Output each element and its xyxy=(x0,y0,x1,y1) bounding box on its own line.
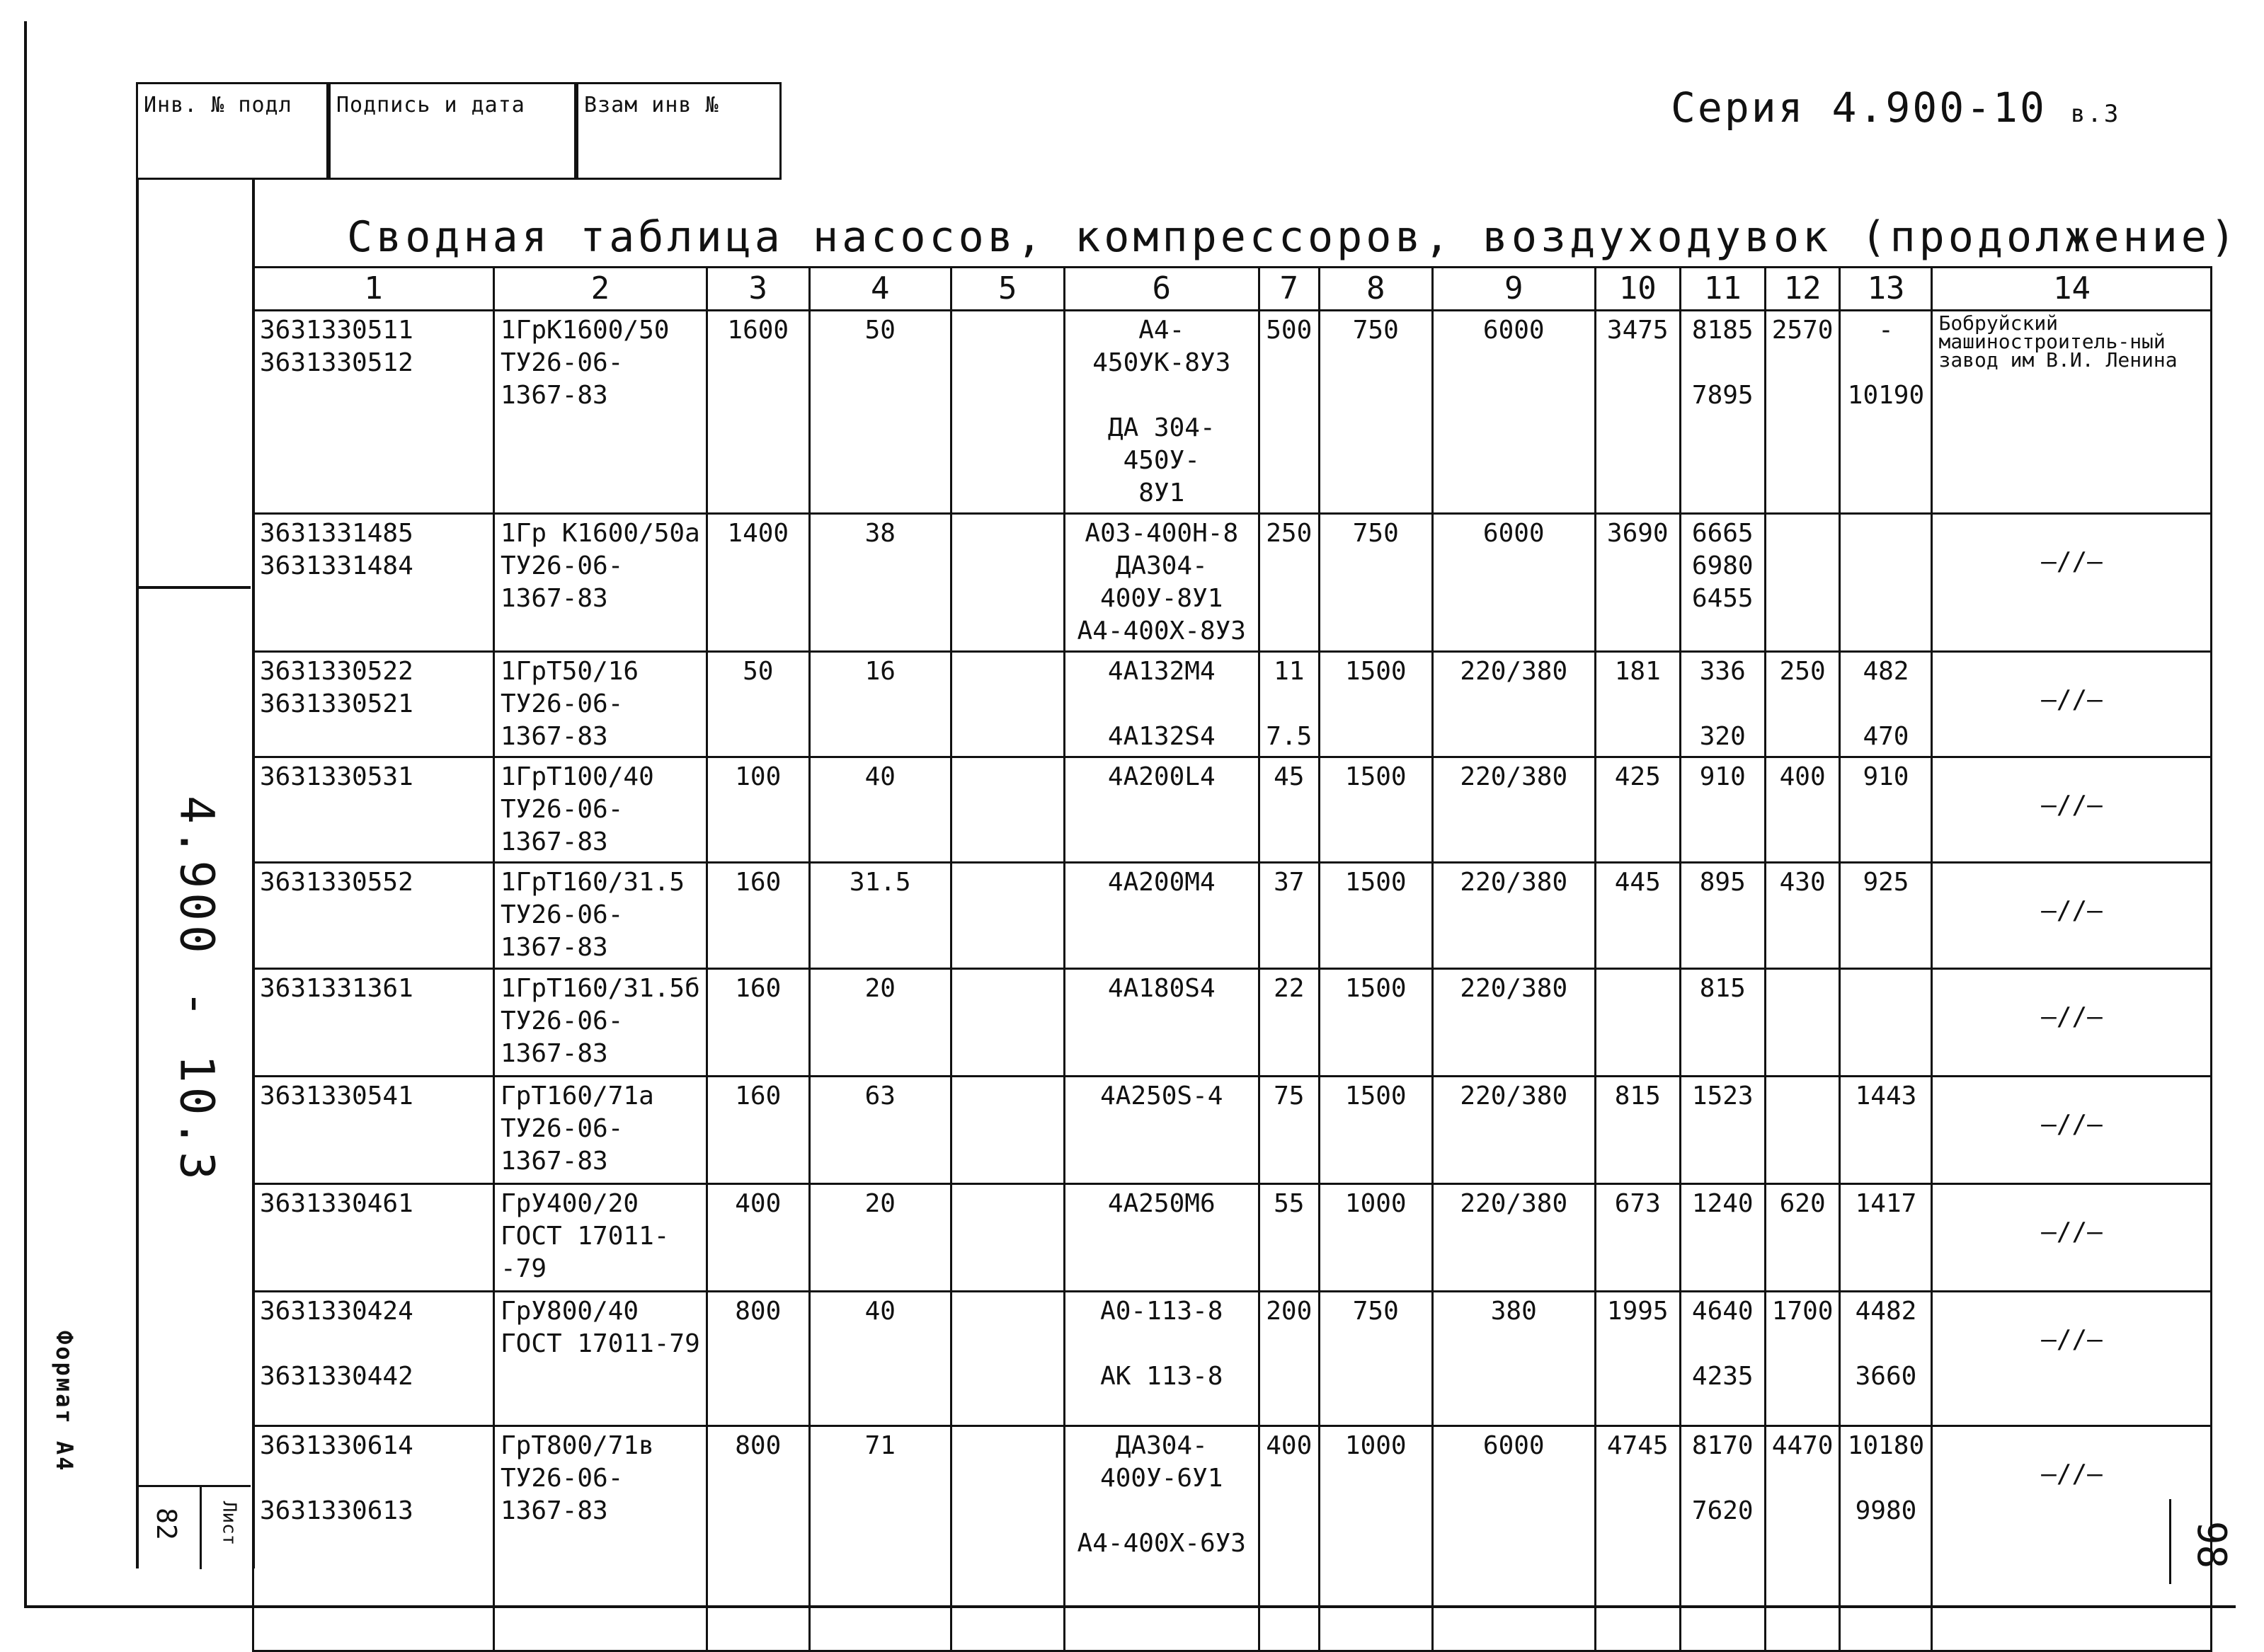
table-cell-col8: 1500 xyxy=(1319,757,1432,863)
table-cell-col2: ГрУ800/40 ГОСТ 17011-79 xyxy=(494,1292,707,1426)
side-code xyxy=(126,796,268,1196)
header-cell: 1 xyxy=(253,268,494,311)
table-cell-col8: 1500 xyxy=(1319,863,1432,969)
table-cell-col1: 3631330424 3631330442 xyxy=(253,1292,494,1426)
format-label: Формат А4 xyxy=(51,1331,78,1473)
table-cell-col5 xyxy=(951,514,1064,652)
table-cell-col12 xyxy=(1765,514,1840,652)
table-cell-col3: 160 xyxy=(707,969,809,1077)
header-cell: 13 xyxy=(1840,268,1932,311)
table-cell-col9: 6000 xyxy=(1432,311,1595,514)
table-cell-col12: 1700 xyxy=(1765,1292,1840,1426)
table-cell-col8: 1000 xyxy=(1319,1184,1432,1292)
table-cell-col9: 380 xyxy=(1432,1292,1595,1426)
stamp-sign-label: Подпись и дата xyxy=(336,93,525,117)
table-cell-col11: 8185 7895 xyxy=(1680,311,1765,514)
list-label: Лист xyxy=(218,1501,240,1546)
table-cell-col7: 11 7.5 xyxy=(1259,652,1319,757)
header-cell: 3 xyxy=(707,268,809,311)
table-row xyxy=(253,514,2212,652)
manufacturer-cell xyxy=(1932,1077,2212,1184)
table-row xyxy=(253,1292,2212,1426)
table-cell-col6: 4А180S4 xyxy=(1064,969,1259,1077)
table-cell-col6: 4А250S-4 xyxy=(1064,1077,1259,1184)
table-cell-col2: ГрТ800/71в ТУ26-06- 1367-83 xyxy=(494,1426,707,1651)
header-cell: 8 xyxy=(1319,268,1432,311)
table-cell-col7: 500 xyxy=(1259,311,1319,514)
table-cell-col10: 425 xyxy=(1595,757,1680,863)
table-cell-col4: 50 xyxy=(809,311,951,514)
table-cell-col2: ГрУ400/20 ГОСТ 17011- -79 xyxy=(494,1184,707,1292)
header-cell: 2 xyxy=(494,268,707,311)
table-cell-col13: 10180 9980 xyxy=(1840,1426,1932,1651)
table-cell-col13: - 10190 xyxy=(1840,311,1932,514)
table-cell-col9: 220/380 xyxy=(1432,757,1595,863)
table-cell-col6: А03-400Н-8 ДА304-400У-8У1 А4-400Х-8У3 xyxy=(1064,514,1259,652)
table-cell-col3: 160 xyxy=(707,1077,809,1184)
table-cell-col3: 1600 xyxy=(707,311,809,514)
header-cell: 7 xyxy=(1259,268,1319,311)
table-cell-col10: 3475 xyxy=(1595,311,1680,514)
manufacturer-cell xyxy=(1932,757,2212,863)
table-cell-col2: 1Гр К1600/50а ТУ26-06- 1367-83 xyxy=(494,514,707,652)
table-cell-col11: 1240 xyxy=(1680,1184,1765,1292)
header-cell: 9 xyxy=(1432,268,1595,311)
table-cell-col7: 55 xyxy=(1259,1184,1319,1292)
table-cell-col7: 250 xyxy=(1259,514,1319,652)
table-cell-col13: 4482 3660 xyxy=(1840,1292,1932,1426)
table-cell-col4: 71 xyxy=(809,1426,951,1651)
table-cell-col1: 3631330552 xyxy=(253,863,494,969)
table-cell-col5 xyxy=(951,757,1064,863)
table-cell-col3: 1400 xyxy=(707,514,809,652)
table-cell-col6: А4-450УК-8У3 ДА 304-450У- 8У1 xyxy=(1064,311,1259,514)
table-cell-col3: 400 xyxy=(707,1184,809,1292)
table-cell-col5 xyxy=(951,652,1064,757)
side-divider xyxy=(136,586,251,589)
table-cell-col10: 815 xyxy=(1595,1077,1680,1184)
table-cell-col8: 1500 xyxy=(1319,969,1432,1077)
manufacturer-cell xyxy=(1932,969,2212,1077)
table-cell-col12: 430 xyxy=(1765,863,1840,969)
table-cell-col9: 6000 xyxy=(1432,1426,1595,1651)
table-cell-col10: 1995 xyxy=(1595,1292,1680,1426)
table-cell-col8: 750 xyxy=(1319,514,1432,652)
table-cell-col3: 100 xyxy=(707,757,809,863)
series-label xyxy=(1671,84,2120,132)
ditto-mark: —//— xyxy=(2041,1459,2103,1488)
list-number: 82 xyxy=(150,1508,182,1540)
table-cell-col2: 1ГрК1600/50 ТУ26-06- 1367-83 xyxy=(494,311,707,514)
ditto-mark: —//— xyxy=(2041,791,2103,820)
table-cell-col5 xyxy=(951,1077,1064,1184)
table-cell-col7: 75 xyxy=(1259,1077,1319,1184)
ditto-mark: —//— xyxy=(2041,1002,2103,1031)
table-cell-col11: 815 xyxy=(1680,969,1765,1077)
manufacturer-cell xyxy=(1932,652,2212,757)
side-code-text: 4.900 - 10.3 xyxy=(169,796,224,1184)
table-cell-col11: 910 xyxy=(1680,757,1765,863)
table-row xyxy=(253,863,2212,969)
table-cell-col10 xyxy=(1595,969,1680,1077)
table-cell-col5 xyxy=(951,1184,1064,1292)
table-cell-col1: 3631331361 xyxy=(253,969,494,1077)
series-text: Серия 4.900-10 xyxy=(1671,84,2047,132)
table-cell-col4: 20 xyxy=(809,1184,951,1292)
table-cell-col2: 1ГрТ100/40 ТУ26-06- 1367-83 xyxy=(494,757,707,863)
table-row xyxy=(253,311,2212,514)
list-box xyxy=(136,1485,251,1569)
table-cell-col7: 22 xyxy=(1259,969,1319,1077)
table-cell-col8: 1500 xyxy=(1319,652,1432,757)
table-cell-col9: 220/380 xyxy=(1432,1184,1595,1292)
table-cell-col8: 1000 xyxy=(1319,1426,1432,1651)
header-cell: 5 xyxy=(951,268,1064,311)
table-cell-col6: 4А200L4 xyxy=(1064,757,1259,863)
table-cell-col3: 800 xyxy=(707,1292,809,1426)
table-cell-col8: 750 xyxy=(1319,311,1432,514)
table-cell-col12: 4470 xyxy=(1765,1426,1840,1651)
table-cell-col1: 3631330541 xyxy=(253,1077,494,1184)
table-cell-col10: 3690 xyxy=(1595,514,1680,652)
table-cell-col8: 750 xyxy=(1319,1292,1432,1426)
table-cell-col7: 200 xyxy=(1259,1292,1319,1426)
ditto-mark: —//— xyxy=(2041,685,2103,714)
table-cell-col13: 1443 xyxy=(1840,1077,1932,1184)
ditto-mark: —//— xyxy=(2041,896,2103,925)
manufacturer-cell xyxy=(1932,863,2212,969)
table-cell-col9: 6000 xyxy=(1432,514,1595,652)
table-cell-col5 xyxy=(951,863,1064,969)
table-row xyxy=(253,1077,2212,1184)
table-cell-col3: 50 xyxy=(707,652,809,757)
table-header-row xyxy=(253,268,2212,311)
table-cell-col5 xyxy=(951,1292,1064,1426)
stamp-replace-label: Взам инв № xyxy=(584,93,719,117)
table-cell-col2: 1ГрТ160/31.5б ТУ26-06- 1367-83 xyxy=(494,969,707,1077)
ditto-mark: —//— xyxy=(2041,1325,2103,1354)
stamp-replace-box xyxy=(576,82,782,180)
table-cell-col7: 45 xyxy=(1259,757,1319,863)
table-cell-col7: 37 xyxy=(1259,863,1319,969)
manufacturer-cell xyxy=(1932,514,2212,652)
page-title: Сводная таблица насосов, компрессоров, воздуходувок (продолжение) xyxy=(347,212,2239,262)
stamp-sign-box xyxy=(328,82,576,180)
table-cell-col2: 1ГрТ50/16 ТУ26-06- 1367-83 xyxy=(494,652,707,757)
table-cell-col13 xyxy=(1840,514,1932,652)
header-cell: 12 xyxy=(1765,268,1840,311)
table-cell-col4: 63 xyxy=(809,1077,951,1184)
table-cell-col13: 910 xyxy=(1840,757,1932,863)
table-row xyxy=(253,652,2212,757)
page-number: 98 xyxy=(2188,1520,2235,1569)
table-cell-col3: 800 xyxy=(707,1426,809,1651)
table-cell-col10: 673 xyxy=(1595,1184,1680,1292)
table-cell-col6: 4А250М6 xyxy=(1064,1184,1259,1292)
table-cell-col12: 250 xyxy=(1765,652,1840,757)
table-cell-col13 xyxy=(1840,969,1932,1077)
header-cell: 6 xyxy=(1064,268,1259,311)
table-cell-col1: 3631330614 3631330613 xyxy=(253,1426,494,1651)
table-cell-col11: 1523 xyxy=(1680,1077,1765,1184)
manufacturer-cell xyxy=(1932,311,2212,514)
table-row xyxy=(253,757,2212,863)
table-cell-col4: 40 xyxy=(809,757,951,863)
header-cell: 11 xyxy=(1680,268,1765,311)
manufacturer-name: Бобруйский машиностроитель-ный завод им В.И. Ленина xyxy=(1938,311,2178,372)
table-cell-col11: 6665 6980 6455 xyxy=(1680,514,1765,652)
table-cell-col13: 482 470 xyxy=(1840,652,1932,757)
table-cell-col12 xyxy=(1765,1077,1840,1184)
table-cell-col11: 8170 7620 xyxy=(1680,1426,1765,1651)
table-cell-col7: 400 xyxy=(1259,1426,1319,1651)
table-row xyxy=(253,969,2212,1077)
table-cell-col4: 31.5 xyxy=(809,863,951,969)
header-cell: 4 xyxy=(809,268,951,311)
table-cell-col2: ГрТ160/71а ТУ26-06- 1367-83 xyxy=(494,1077,707,1184)
table-cell-col4: 16 xyxy=(809,652,951,757)
table-cell-col6: 4А200М4 xyxy=(1064,863,1259,969)
table-cell-col8: 1500 xyxy=(1319,1077,1432,1184)
table-cell-col6: ДА304-400У-6У1 А4-400Х-6У3 xyxy=(1064,1426,1259,1651)
table-cell-col4: 40 xyxy=(809,1292,951,1426)
table-cell-col13: 1417 xyxy=(1840,1184,1932,1292)
ditto-mark: —//— xyxy=(2041,1110,2103,1139)
ditto-mark: —//— xyxy=(2041,1217,2103,1246)
table-cell-col1: 3631330522 3631330521 xyxy=(253,652,494,757)
table-cell-col9: 220/380 xyxy=(1432,863,1595,969)
table-cell-col6: А0-113-8 АК 113-8 xyxy=(1064,1292,1259,1426)
table-cell-col1: 3631330461 xyxy=(253,1184,494,1292)
table-cell-col1: 3631331485 3631331484 xyxy=(253,514,494,652)
table-cell-col9: 220/380 xyxy=(1432,652,1595,757)
summary-table xyxy=(252,266,2212,1652)
table-cell-col12: 2570 xyxy=(1765,311,1840,514)
table-cell-col6: 4А132М4 4А132S4 xyxy=(1064,652,1259,757)
table-row xyxy=(253,1426,2212,1651)
table-cell-col10: 181 xyxy=(1595,652,1680,757)
header-cell: 14 xyxy=(1932,268,2212,311)
table-cell-col1: 3631330531 xyxy=(253,757,494,863)
table-cell-col5 xyxy=(951,969,1064,1077)
table-cell-col11: 4640 4235 xyxy=(1680,1292,1765,1426)
series-suffix: в.3 xyxy=(2070,100,2121,128)
stamp-inv-box xyxy=(136,82,328,180)
table-cell-col11: 336 320 xyxy=(1680,652,1765,757)
table-cell-col12: 620 xyxy=(1765,1184,1840,1292)
list-separator xyxy=(200,1487,202,1569)
table-cell-col1: 3631330511 3631330512 xyxy=(253,311,494,514)
table-cell-col2: 1ГрТ160/31.5 ТУ26-06- 1367-83 xyxy=(494,863,707,969)
table-row xyxy=(253,1184,2212,1292)
table-cell-col13: 925 xyxy=(1840,863,1932,969)
stamp-inv-label: Инв. № подл xyxy=(144,93,292,117)
table-cell-col11: 895 xyxy=(1680,863,1765,969)
table-cell-col12: 400 xyxy=(1765,757,1840,863)
table-cell-col9: 220/380 xyxy=(1432,1077,1595,1184)
table-cell-col5 xyxy=(951,1426,1064,1651)
table-cell-col3: 160 xyxy=(707,863,809,969)
manufacturer-cell xyxy=(1932,1292,2212,1426)
table-cell-col4: 20 xyxy=(809,969,951,1077)
table-cell-col5 xyxy=(951,311,1064,514)
header-cell: 10 xyxy=(1595,268,1680,311)
table-cell-col10: 445 xyxy=(1595,863,1680,969)
table-cell-col4: 38 xyxy=(809,514,951,652)
manufacturer-cell xyxy=(1932,1184,2212,1292)
table-cell-col12 xyxy=(1765,969,1840,1077)
table-cell-col10: 4745 xyxy=(1595,1426,1680,1651)
table-cell-col9: 220/380 xyxy=(1432,969,1595,1077)
ditto-mark: —//— xyxy=(2041,547,2103,576)
